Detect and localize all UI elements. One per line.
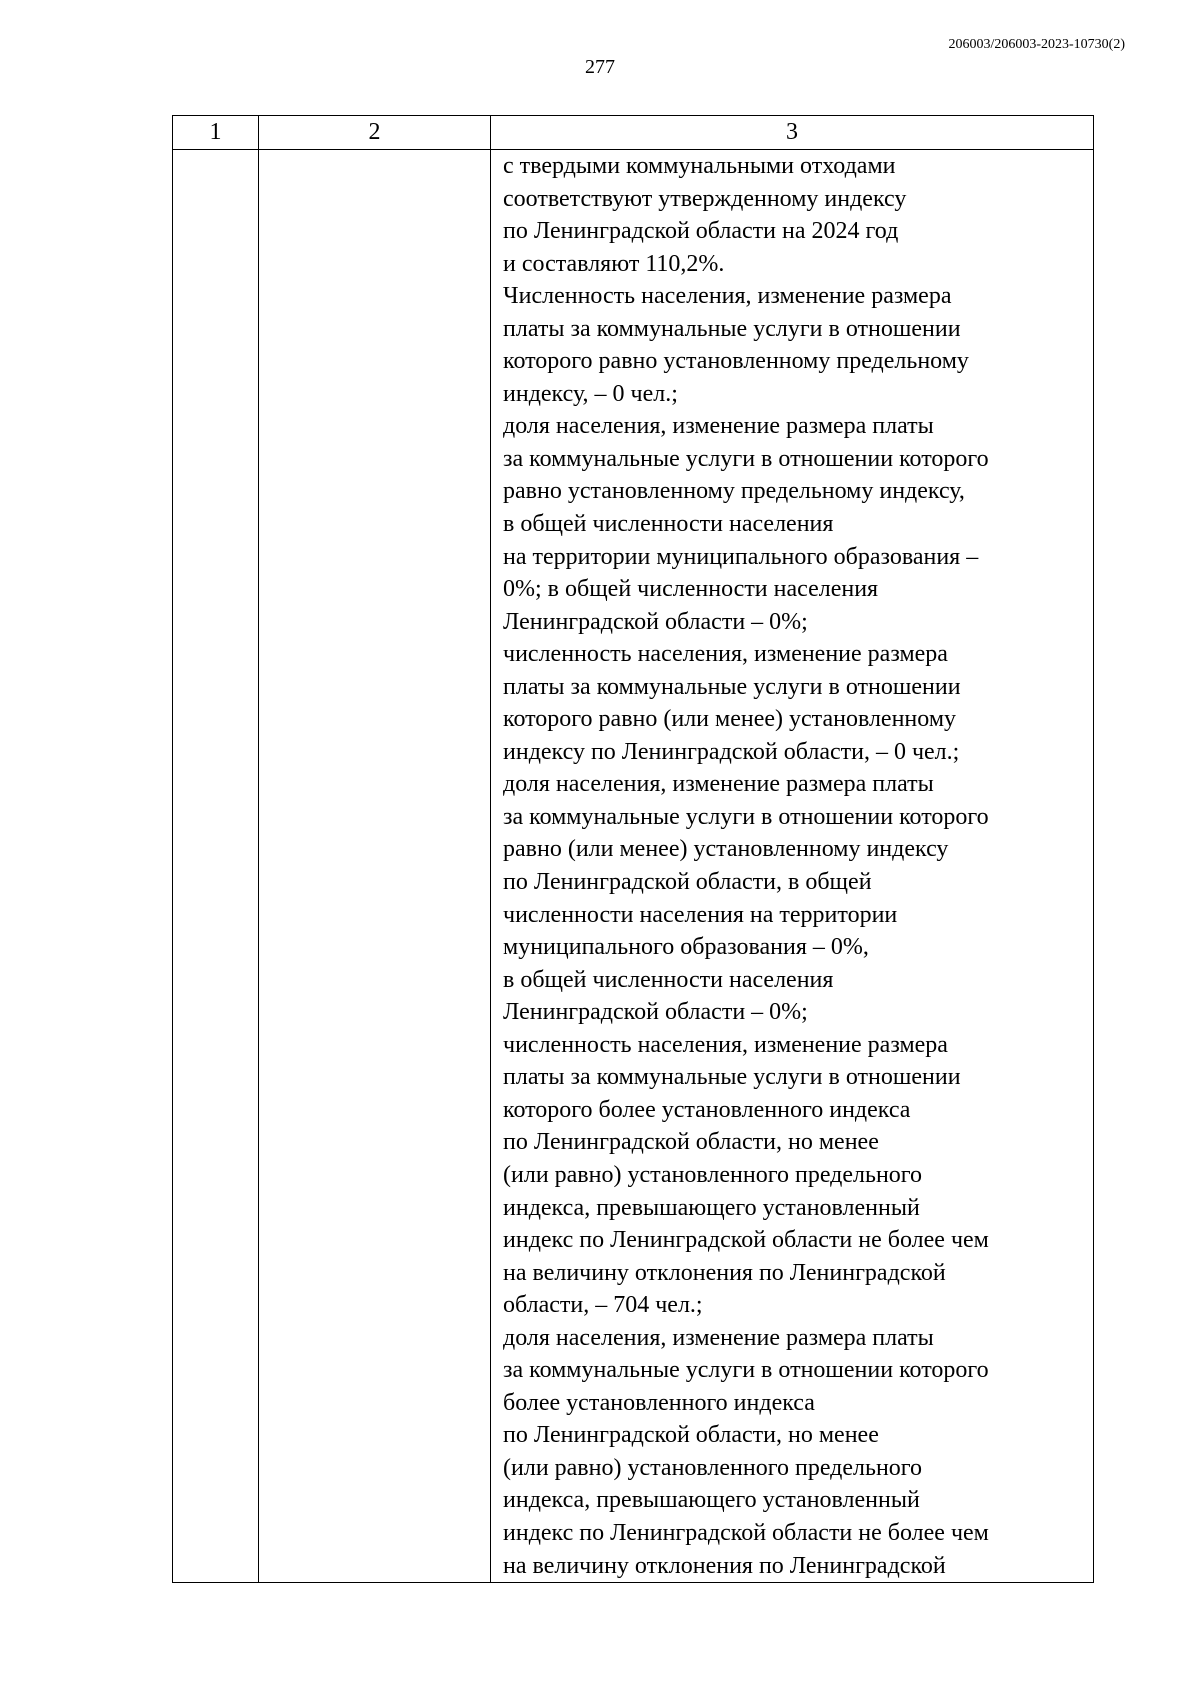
text-line: Ленинградской области – 0%; [503,999,808,1026]
text-line: которого более установленного индекса [503,1096,911,1123]
text-line: численности населения на территории [503,901,898,928]
text-line: которого равно установленному предельному [503,348,969,375]
text-line: за коммунальные услуги в отношении которого [503,803,989,830]
text-line: платы за коммунальные услуги в отношении [503,315,961,342]
text-line: доля населения, изменение размера платы [503,413,934,440]
text-line: более установленного индекса [503,1389,815,1416]
text-line: доля населения, изменение размера платы [503,771,934,798]
text-line: которого равно (или менее) установленному [503,706,956,733]
text-line: индекс по Ленинградской области не более чем [503,1519,989,1546]
column-header-1: 1 [173,116,259,150]
text-line: равно установленному предельному индексу, [503,478,965,505]
column-1-cell [173,150,259,1583]
text-line: соответствуют утвержденному индексу [503,185,907,212]
text-line: индекс по Ленинградской области не более чем [503,1227,989,1254]
text-line: на территории муниципального образования – [503,543,979,570]
document-table [172,115,1094,1583]
text-line: и составляют 110,2%. [503,250,725,277]
text-line: по Ленинградской области, но менее [503,1422,879,1449]
document-id: 206003/206003-2023-10730(2) [948,37,1125,52]
text-line: Ленинградской области – 0%; [503,608,808,635]
text-line: за коммунальные услуги в отношении которого [503,1357,989,1384]
text-line: по Ленинградской области, но менее [503,1129,879,1156]
text-line: индекса, превышающего установленный [503,1487,920,1514]
column-3-cell [491,150,1094,1583]
text-line: области, – 704 чел.; [503,1292,703,1319]
column-header-2: 2 [259,116,491,150]
text-line: 0%; в общей численности населения [503,576,879,603]
text-line: по Ленинградской области на 2024 год [503,218,899,245]
text-line: Численность населения, изменение размера [503,283,952,310]
text-line: по Ленинградской области, в общей [503,869,872,896]
table-header-row [173,116,1094,150]
page-number: 277 [585,56,615,78]
text-line: индексу по Ленинградской области, – 0 чел.; [503,738,960,765]
text-line: (или равно) установленного предельного [503,1161,923,1188]
text-line: численность населения, изменение размера [503,1031,948,1058]
column-3-text [491,150,1093,1582]
text-line: муниципального образования – 0%, [503,934,869,961]
text-line: на величину отклонения по Ленинградской [503,1259,946,1286]
text-line: численность населения, изменение размера [503,641,948,668]
text-line: в общей численности населения [503,511,834,538]
text-line: (или равно) установленного предельного [503,1454,923,1481]
text-line: на величину отклонения по Ленинградской [503,1552,946,1579]
column-header-3: 3 [491,116,1094,150]
text-line: индексу, – 0 чел.; [503,380,678,407]
text-line: за коммунальные услуги в отношении которого [503,445,989,472]
text-line: индекса, превышающего установленный [503,1194,920,1221]
table-row [173,150,1094,1583]
column-2-cell [259,150,491,1583]
text-line: равно (или менее) установленному индексу [503,836,949,863]
text-line: с твердыми коммунальными отходами [503,153,896,179]
text-line: платы за коммунальные услуги в отношении [503,1064,961,1091]
text-line: доля населения, изменение размера платы [503,1324,934,1351]
text-line: в общей численности населения [503,966,834,993]
text-line: платы за коммунальные услуги в отношении [503,673,961,700]
